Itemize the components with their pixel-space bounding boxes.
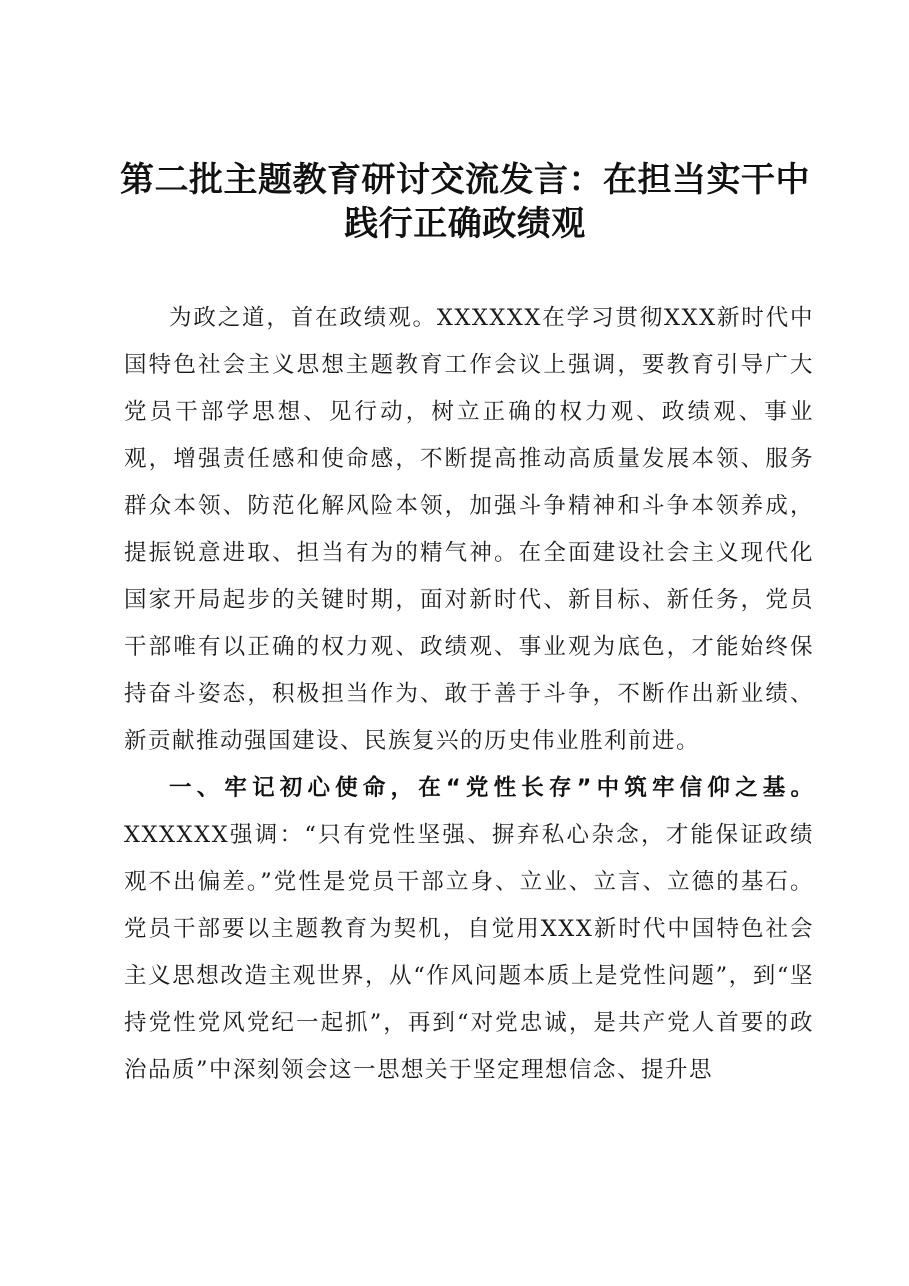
document-title: 第二批主题教育研讨交流发言：在担当实干中践行正确政绩观 (120, 160, 810, 244)
document-body (124, 295, 814, 1094)
section-1-heading: 一、牢记初心使命，在“党性长存”中筑牢信仰之基。 (169, 775, 814, 801)
section-1-paragraph (124, 765, 814, 1094)
intro-paragraph: 为政之道，首在政绩观。XXXXXX在学习贯彻XXX新时代中国特色社会主义思想主题教育工作会议上强调，要教育引导广大党员干部学思想、见行动，树立正确的权力观、政绩观、事业观，增强责任感和使命感，不断提高推动高质量发展本领、服务群众本领、防范化解风险本领，加强斗争精神和斗争本领养成，提振锐意进取、担当有为的精气神。在全面建设社会主义现代化国家开局起步的关键时期，面对新时代、新目标、新任务，党员干部唯有以正确的权力观、政绩观、事业观为底色，才能始终保持奋斗姿态，积极担当作为、敢于善于斗争，不断作出新业绩、新贡献推动强国建设、民族复兴的历史伟业胜利前进。 (124, 305, 814, 754)
section-1-body: XXXXXX强调：“只有党性坚强、摒弃私心杂念，才能保证政绩观不出偏差。”党性是党员干部立身、立业、立言、立德的基石。党员干部要以主题教育为契机，自觉用XXX新时代中国特色社会主义思想改造主观世界，从“作风问题本质上是党性问题”，到“坚持党性党风党纪一起抓”，再到“对党忠诚，是共产党人首要的政治品质”中深刻领会这一思想关于坚定理想信念、提升思 (124, 822, 814, 1083)
